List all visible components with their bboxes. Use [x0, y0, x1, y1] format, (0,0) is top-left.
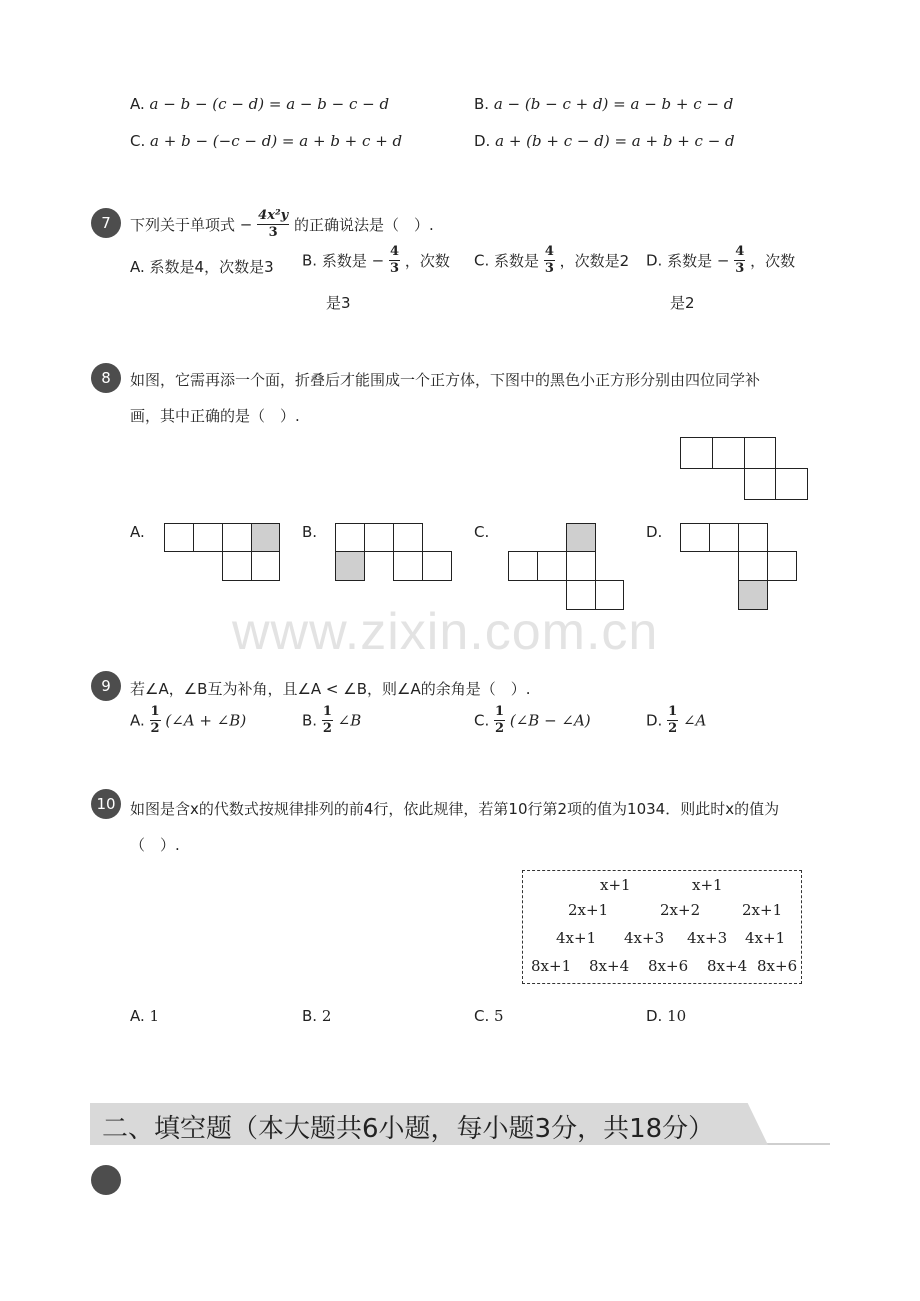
minus-sign: − [371, 251, 385, 270]
option-expression: a + (b + c − d) = a + b + c − d [495, 132, 735, 150]
fraction-denominator: 3 [268, 225, 278, 240]
net-cell [738, 551, 768, 581]
option-text: ，次数 [404, 252, 450, 270]
coefficient-fraction [734, 244, 745, 277]
q8-option-c-label[interactable]: C. [474, 523, 490, 541]
coefficient-fraction [389, 244, 400, 277]
question-number-badge: 7 [91, 208, 121, 238]
sequence-term: 2x+1 [568, 901, 609, 919]
q7-option-a[interactable] [130, 256, 274, 277]
q10-stem-line2: （ ）. [130, 836, 180, 854]
q7-option-b[interactable] [302, 244, 450, 277]
q9-option-a[interactable] [130, 704, 246, 737]
fraction-numerator: 1 [495, 704, 505, 719]
net-cell [744, 468, 776, 500]
net-cell [744, 437, 776, 469]
fraction-denominator: 2 [668, 721, 678, 736]
net-cell [251, 551, 280, 581]
watermark-text: www.zixin.com.cn [232, 603, 659, 661]
q6-option-b[interactable] [474, 95, 733, 113]
q10-stem-line1: 如图是含x的代数式按规律排列的前4行，依此规律，若第10行第2项的值为1034．则此时x的值为 [130, 800, 780, 818]
fraction-denominator: 2 [322, 721, 332, 736]
sequence-term: 8x+4 [589, 957, 630, 975]
q9-option-d[interactable] [646, 704, 706, 737]
q6-option-a[interactable] [130, 95, 389, 113]
q10-option-c[interactable] [474, 1007, 504, 1025]
option-label: D. [646, 711, 663, 730]
q9-stem: 若∠A，∠B互为补角，且∠A < ∠B，则∠A的余角是（ ）. [130, 680, 531, 698]
option-expression: a − (b − c + d) = a − b + c − d [493, 95, 734, 113]
stem-text: 的正确说法是（ ）. [293, 216, 434, 234]
added-face-cell [335, 551, 365, 581]
option-expression: a + b − (−c − d) = a + b + c + d [150, 132, 403, 150]
q7-option-d[interactable] [646, 244, 795, 277]
option-label: B. [302, 711, 318, 730]
net-cell [422, 551, 452, 581]
net-cell [364, 523, 394, 552]
option-text: 系数是4，次数是3 [149, 258, 274, 276]
q8-stem-line1: 如图，它需再添一个面，折叠后才能围成一个正方体，下图中的黑色小正方形分别由四位同学补 [130, 371, 761, 389]
sequence-term: 8x+6 [648, 957, 689, 975]
net-cell [775, 468, 808, 500]
added-face-cell [566, 523, 596, 552]
sequence-term: x+1 [600, 876, 631, 894]
added-face-cell [738, 580, 768, 610]
fraction-denominator: 3 [390, 261, 400, 276]
net-cell [709, 523, 739, 552]
q6-option-c[interactable] [130, 132, 402, 150]
fraction-numerator: 4 [390, 244, 400, 259]
fraction-numerator: 4 [735, 244, 745, 259]
half-fraction [322, 704, 333, 737]
option-label: D. [474, 132, 491, 150]
option-text: ，次数 [750, 252, 796, 270]
net-cell [566, 551, 596, 581]
q10-option-d[interactable] [646, 1007, 686, 1025]
fraction-denominator: 2 [150, 721, 160, 736]
q8-option-d-label[interactable]: D. [646, 523, 663, 541]
half-fraction [494, 704, 505, 737]
sequence-term: 8x+4 [707, 957, 748, 975]
net-cell [164, 523, 194, 552]
option-label: B. [302, 251, 318, 270]
half-fraction [667, 704, 678, 737]
minus-sign: − [716, 251, 730, 270]
option-label: B. [474, 95, 490, 113]
option-label: B. [302, 1007, 318, 1025]
net-cell [222, 551, 252, 581]
option-label: A. [130, 1007, 145, 1025]
net-cell [537, 551, 567, 581]
option-expression: (∠B − ∠A) [509, 711, 591, 730]
option-value: 2 [321, 1007, 332, 1025]
sequence-term: 4x+1 [745, 929, 786, 947]
half-fraction [150, 704, 161, 737]
option-label: D. [646, 251, 663, 270]
sequence-term: 2x+1 [742, 901, 783, 919]
fraction-denominator: 3 [544, 261, 554, 276]
q6-option-d[interactable] [474, 132, 735, 150]
net-cell [393, 551, 423, 581]
sequence-term: 4x+3 [624, 929, 665, 947]
net-cell [222, 523, 252, 552]
net-cell [335, 523, 365, 552]
option-value: 1 [149, 1007, 160, 1025]
option-label: A. [130, 95, 145, 113]
net-cell [193, 523, 223, 552]
net-cell [712, 437, 745, 469]
option-label: A. [130, 258, 145, 276]
option-value: 5 [494, 1007, 504, 1025]
q7-option-b-wrap: 是3 [326, 294, 351, 312]
q8-option-a-label[interactable]: A. [130, 523, 145, 541]
option-label: C. [474, 711, 490, 730]
minus-sign: − [239, 215, 253, 234]
q10-option-a[interactable] [130, 1007, 159, 1025]
fraction-numerator: 1 [322, 704, 332, 719]
question-number-badge [91, 1165, 121, 1195]
option-text: ，次数是2 [559, 252, 630, 270]
fraction-numerator: 1 [668, 704, 678, 719]
added-face-cell [251, 523, 280, 552]
option-expression: a − b − (c − d) = a − b − c − d [149, 95, 390, 113]
coefficient-fraction [544, 244, 555, 277]
net-cell [680, 523, 710, 552]
q9-option-b[interactable] [302, 704, 361, 737]
option-label: D. [646, 1007, 663, 1025]
q7-option-c[interactable] [474, 244, 629, 277]
fraction-denominator: 3 [735, 261, 745, 276]
stem-text: 下列关于单项式 [130, 216, 236, 234]
net-cell [393, 523, 423, 552]
option-text: 系数是 [494, 252, 540, 270]
option-label: C. [474, 1007, 490, 1025]
option-value: 10 [667, 1007, 687, 1025]
sequence-term: 4x+1 [556, 929, 597, 947]
net-cell [508, 551, 538, 581]
question-number-badge: 9 [91, 671, 121, 701]
question-number-badge: 10 [91, 789, 121, 819]
net-cell [680, 437, 713, 469]
sequence-term: 8x+1 [531, 957, 572, 975]
option-label: A. [130, 711, 145, 730]
option-text: 系数是 [667, 252, 713, 270]
monomial-fraction [257, 208, 289, 241]
net-cell [767, 551, 797, 581]
sequence-term: 2x+2 [660, 901, 701, 919]
q7-stem [130, 208, 434, 241]
q8-option-b-label[interactable]: B. [302, 523, 318, 541]
fraction-numerator: 1 [150, 704, 160, 719]
sequence-term: x+1 [692, 876, 723, 894]
option-expression: (∠A + ∠B) [165, 711, 247, 730]
q7-option-d-wrap: 是2 [670, 294, 695, 312]
sequence-term: 4x+3 [687, 929, 728, 947]
sequence-term: 8x+6 [757, 957, 798, 975]
question-number-badge: 8 [91, 363, 121, 393]
option-label: C. [130, 132, 146, 150]
q9-option-c[interactable] [474, 704, 591, 737]
fraction-denominator: 2 [495, 721, 505, 736]
option-expression: ∠B [337, 711, 362, 730]
fraction-numerator: 4x²y [258, 208, 289, 223]
option-text: 系数是 [321, 252, 367, 270]
option-expression: ∠A [682, 711, 707, 730]
q10-option-b[interactable] [302, 1007, 331, 1025]
q8-stem-line2: 画，其中正确的是（ ）. [130, 407, 300, 425]
section-title: 二、填空题（本大题共6小题，每小题3分，共18分） [102, 1114, 715, 1144]
option-label: C. [474, 251, 490, 270]
fraction-numerator: 4 [544, 244, 554, 259]
net-cell [738, 523, 768, 552]
